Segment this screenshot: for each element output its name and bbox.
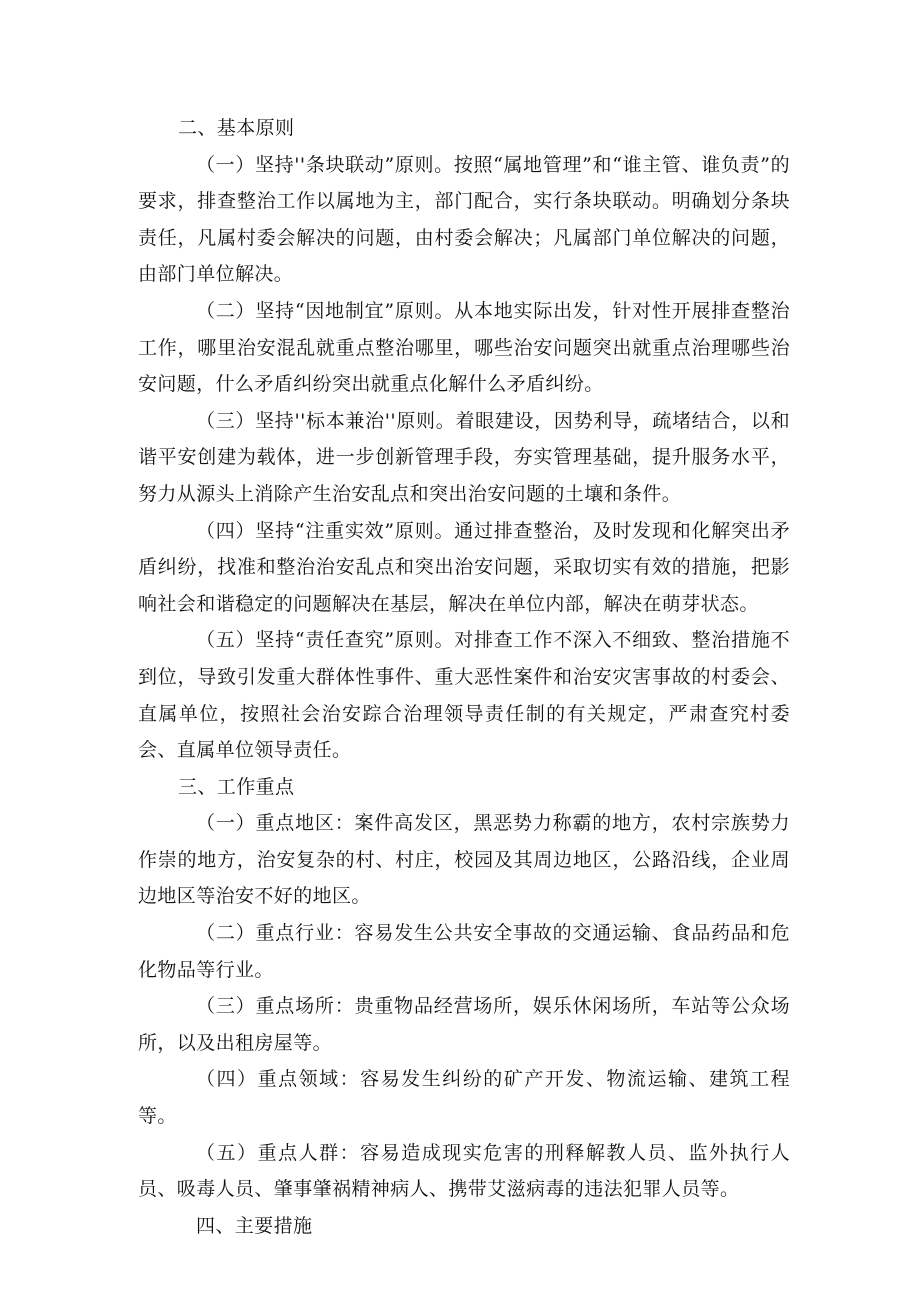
section-heading-principles: 二、基本原则 bbox=[178, 117, 295, 139]
paragraph-focus-5: （五）重点人群：容易造成现实危害的刑释解教人员、监外执行人员、吸毒人员、肇事肇祸精神病人、携带艾滋病毒的违法犯罪人员等。 bbox=[138, 1141, 790, 1201]
paragraph-principle-1: （一）坚持''条块联动”原则。按照“属地管理”和“谁主管、谁负责”的要求，排查整治工作以属地为主，部门配合，实行条块联动。明确划分条块责任，凡属村委会解决的问题，由村委会解决；凡属部门单位解决的问题，由部门单位解决。 bbox=[138, 153, 790, 286]
paragraph-focus-2: （二）重点行业：容易发生公共安全事故的交通运输、食品药品和危化物品等行业。 bbox=[138, 922, 790, 981]
paragraph-principle-3: （三）坚持''标本兼治''原则。着眼建设，因势利导，疏堵结合，以和谐平安创建为载体，进一步创新管理手段，夯实管理基础，提升服务水平，努力从源头上消除产生治安乱点和突出治安问题的土壤和条件。 bbox=[138, 409, 790, 505]
section-heading-focus: 三、工作重点 bbox=[178, 775, 295, 798]
document-body bbox=[138, 110, 790, 1244]
section-heading-measures: 四、主要措施 bbox=[196, 1214, 313, 1237]
paragraph-focus-3: （三）重点场所：贵重物品经营场所，娱乐休闲场所，车站等公众场所，以及出租房屋等。 bbox=[138, 995, 790, 1054]
paragraph-principle-5: （五）坚持“责任查究”原则。对排查工作不深入不细致、整治措施不到位，导致引发重大群体性事件、重大恶性案件和治安灾害事故的村委会、直属单位，按照社会治安踪合治理领导责任制的有关规定，严肃查究村委会、直属单位领导责任。 bbox=[138, 629, 790, 762]
paragraph-principle-2: （二）坚持“因地制宜”原则。从本地实际出发，针对性开展排查整治工作，哪里治安混乱就重点整治哪里，哪些治安问题突出就重点治理哪些治安问题，什么矛盾纠纷突出就重点化解什么矛盾纠纷。 bbox=[138, 299, 790, 396]
paragraph-focus-1: （一）重点地区：案件高发区，黑恶势力称霸的地方，农村宗族势力作崇的地方，治安复杂的村、村庄，校园及其周边地区，公路沿线，企业周边地区等治安不好的地区。 bbox=[138, 812, 790, 908]
paragraph-principle-4: （四）坚持“注重实效”原则。通过排查整治，及时发现和化解突出矛盾纠纷，找准和整治治安乱点和突出治安问题，采取切实有效的措施，把影响社会和谐稳定的问题解决在基层，解决在单位内部，解决在萌芽状态。 bbox=[138, 519, 790, 615]
paragraph-focus-4: （四）重点领域：容易发生纠纷的矿产开发、物流运输、建筑工程等。 bbox=[138, 1068, 790, 1128]
